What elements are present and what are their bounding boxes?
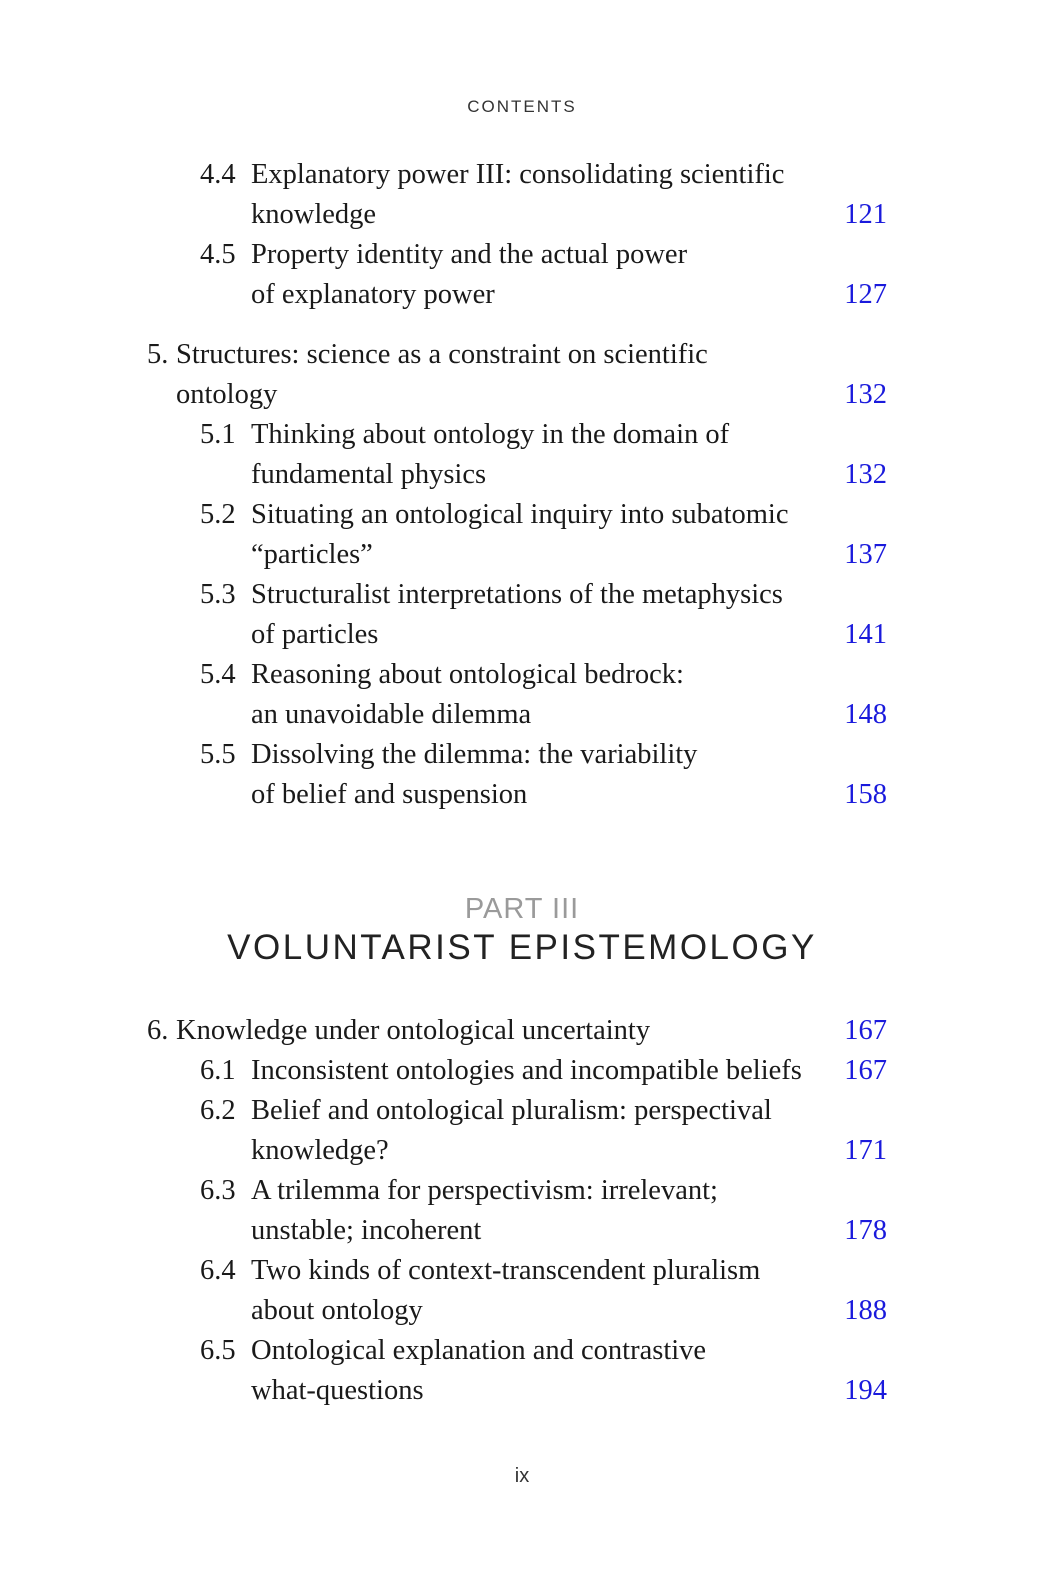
toc-entry-continuation[interactable] — [0, 275, 1044, 315]
toc-entry[interactable] — [0, 1171, 1044, 1211]
toc-entry-number: 6.2 — [200, 1095, 236, 1126]
toc-entry[interactable] — [0, 735, 1044, 775]
toc-entry-number: 5.3 — [200, 579, 236, 610]
toc-page-number[interactable]: 121 — [844, 199, 887, 230]
toc-page-number[interactable]: 158 — [844, 779, 887, 810]
toc-entry-number: 4.4 — [200, 159, 236, 190]
toc-entry-title: A trilemma for perspectivism: irrelevant; — [251, 1175, 718, 1206]
toc-entry-continuation[interactable] — [0, 1291, 1044, 1331]
toc-entry-title: an unavoidable dilemma — [251, 699, 532, 730]
section-gap — [0, 315, 1044, 335]
toc-entry-title: Situating an ontological inquiry into subatomic — [251, 499, 789, 530]
toc-entry-title: fundamental physics — [251, 459, 487, 490]
toc-page-number[interactable]: 141 — [844, 619, 887, 650]
toc-entry[interactable] — [0, 1051, 1044, 1091]
toc-entry-title: knowledge — [251, 199, 377, 230]
toc-entry-number: 6.5 — [200, 1335, 236, 1366]
toc-entry-title: what-questions — [251, 1375, 424, 1406]
toc-entry-number: 5.1 — [200, 419, 236, 450]
toc-entry[interactable] — [0, 1331, 1044, 1371]
toc-page-number[interactable]: 127 — [844, 279, 887, 310]
toc-entry[interactable] — [0, 415, 1044, 455]
toc-entry-number: 6.3 — [200, 1175, 236, 1206]
toc-entry-title: Structures: science as a constraint on scientific — [176, 339, 708, 370]
toc-page-number[interactable]: 171 — [844, 1135, 887, 1166]
toc-entry[interactable] — [0, 1011, 1044, 1051]
toc-entry-title: unstable; incoherent — [251, 1215, 482, 1246]
toc-entry-continuation[interactable] — [0, 1211, 1044, 1251]
toc-page-number[interactable]: 148 — [844, 699, 887, 730]
part-label: PART III — [464, 893, 580, 925]
toc-page-number[interactable]: 132 — [844, 459, 887, 490]
toc-entry[interactable] — [0, 495, 1044, 535]
toc-entry-number: 5.2 — [200, 499, 236, 530]
toc-entry[interactable] — [0, 1091, 1044, 1131]
toc-entry-number: 5. — [147, 339, 169, 370]
toc-entry-title: Thinking about ontology in the domain of — [251, 419, 730, 450]
toc-entry-title: Explanatory power III: consolidating scientific — [251, 159, 785, 190]
toc-page-number[interactable]: 194 — [844, 1375, 887, 1406]
toc-entry-title: Structuralist interpretations of the metaphysics — [251, 579, 783, 610]
toc-entry-continuation[interactable] — [0, 455, 1044, 495]
toc-entry-number: 5.5 — [200, 739, 236, 770]
toc-entry-number: 4.5 — [200, 239, 236, 270]
toc-page-number[interactable]: 167 — [844, 1015, 887, 1046]
running-head: CONTENTS — [467, 97, 577, 116]
toc-entry-title: Belief and ontological pluralism: perspectival — [251, 1095, 772, 1126]
toc-entry-continuation[interactable] — [0, 375, 1044, 415]
toc-page-number[interactable]: 132 — [844, 379, 887, 410]
toc-entry-continuation[interactable] — [0, 1371, 1044, 1411]
toc-entry[interactable] — [0, 155, 1044, 195]
toc-entry-title: about ontology — [251, 1295, 423, 1326]
toc-entry-title: Inconsistent ontologies and incompatible beliefs — [251, 1055, 802, 1086]
toc-entry[interactable] — [0, 235, 1044, 275]
toc-entry[interactable] — [0, 655, 1044, 695]
toc-block-2 — [0, 1011, 1044, 1411]
toc-page-number[interactable]: 137 — [844, 539, 887, 570]
toc-entry-title: ontology — [176, 379, 278, 410]
toc-entry-number: 6.4 — [200, 1255, 236, 1286]
toc-entry-title: Knowledge under ontological uncertainty — [176, 1015, 651, 1046]
toc-page-number[interactable]: 178 — [844, 1215, 887, 1246]
toc-page-number[interactable]: 167 — [844, 1055, 887, 1086]
page-folio: ix — [514, 1465, 530, 1487]
part-heading — [0, 890, 1044, 968]
toc-entry-number: 5.4 — [200, 659, 236, 690]
toc-entry-title: Reasoning about ontological bedrock: — [251, 659, 684, 690]
toc-entry-continuation[interactable] — [0, 695, 1044, 735]
toc-entry-title: of particles — [251, 619, 379, 650]
toc-entry-title: “particles” — [251, 539, 373, 570]
toc-entry-continuation[interactable] — [0, 1131, 1044, 1171]
toc-entry-number: 6. — [147, 1015, 169, 1046]
toc-block-1 — [0, 155, 1044, 815]
toc-entry-continuation[interactable] — [0, 775, 1044, 815]
toc-entry-title: Dissolving the dilemma: the variability — [251, 739, 698, 770]
toc-entry-title: Property identity and the actual power — [251, 239, 688, 270]
toc-entry-title: of belief and suspension — [251, 779, 528, 810]
toc-entry-title: Two kinds of context-transcendent pluralism — [251, 1255, 761, 1286]
toc-entry-number: 6.1 — [200, 1055, 236, 1086]
toc-entry-continuation[interactable] — [0, 615, 1044, 655]
toc-entry-title: of explanatory power — [251, 279, 495, 310]
toc-page-number[interactable]: 188 — [844, 1295, 887, 1326]
toc-entry-title: Ontological explanation and contrastive — [251, 1335, 707, 1366]
toc-entry-continuation[interactable] — [0, 535, 1044, 575]
toc-entry[interactable] — [0, 335, 1044, 375]
toc-entry-title: knowledge? — [251, 1135, 389, 1166]
toc-entry[interactable] — [0, 575, 1044, 615]
toc-entry-continuation[interactable] — [0, 195, 1044, 235]
part-title: VOLUNTARIST EPISTEMOLOGY — [227, 928, 817, 967]
toc-entry[interactable] — [0, 1251, 1044, 1291]
